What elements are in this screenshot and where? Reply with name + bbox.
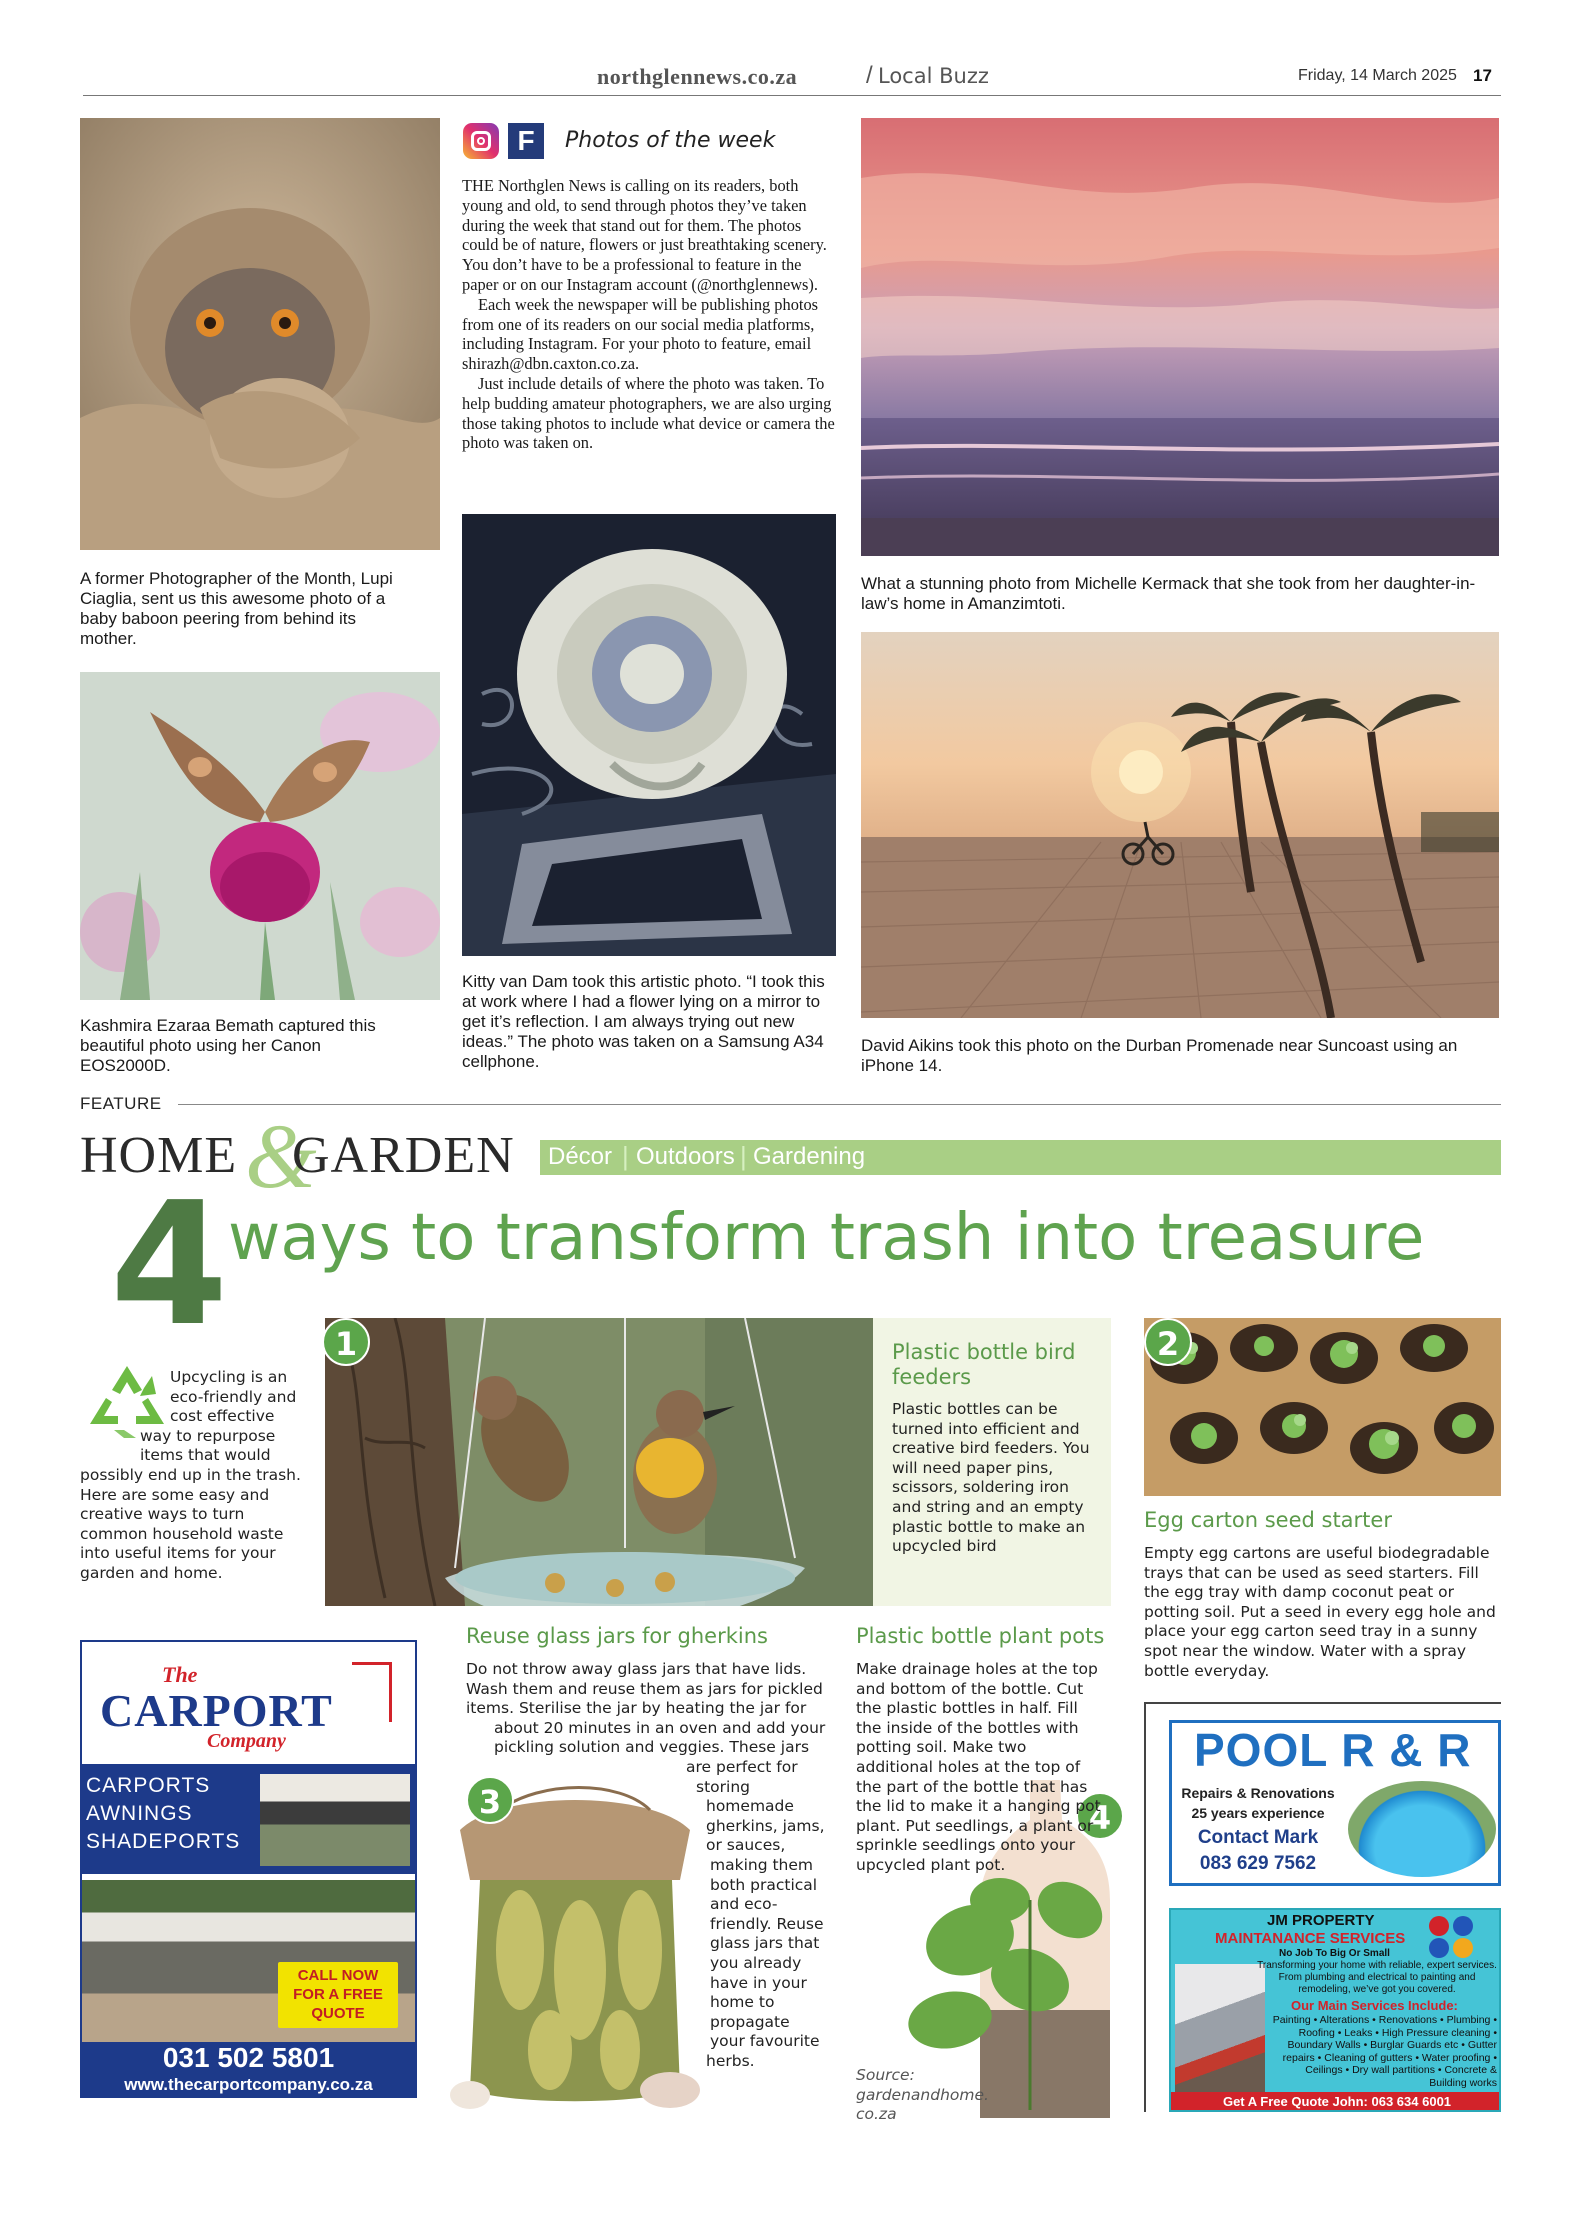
brand-garden: GARDEN: [292, 1127, 515, 1184]
jm-services-title: Our Main Services Include:: [1291, 1998, 1458, 2013]
carport-photo-small: [260, 1774, 410, 1866]
jm-ad[interactable]: [1169, 1908, 1501, 2112]
step-1-badge: 1: [322, 1318, 370, 1366]
page-header: northglennews.co.za / Local Buzz Friday, 14 March 2025 17: [0, 0, 1572, 100]
section-name: Local Buzz: [878, 64, 989, 88]
step-4-badge: 4: [1076, 1792, 1124, 1840]
ad-divider-vert: [1144, 1702, 1146, 2112]
jm-description: Transforming your home with reliable, expert services. From plumbing and electrical to painting and remodeling, we’ve got you covered.: [1257, 1960, 1497, 1995]
feature-rule: [178, 1104, 1501, 1105]
pool-line-2: 25 years experience: [1191, 1805, 1325, 1821]
pool-photo: [1348, 1781, 1496, 1877]
brand-home: HOME: [80, 1127, 238, 1184]
issue-date: Friday, 14 March 2025: [1298, 67, 1457, 84]
pool-title: POOL R & R: [1194, 1724, 1472, 1776]
headline-number: 4: [110, 1166, 229, 1364]
glass-jars-title: Reuse glass jars for gherkins: [466, 1624, 768, 1648]
carport-ad[interactable]: [80, 1640, 417, 2098]
ad-divider-rule: [1144, 1702, 1501, 1704]
carport-url[interactable]: www.thecarportcompany.co.za: [82, 2074, 415, 2098]
site-name: northglennews.co.za: [597, 64, 798, 89]
tag-bar: Décor | Outdoors | Gardening: [540, 1140, 1501, 1175]
pool-phone[interactable]: 083 629 7562: [1199, 1853, 1317, 1874]
carport-phone[interactable]: 031 502 5801: [82, 2042, 415, 2074]
sunset-caption: What a stunning photo from Michelle Kermack that she took from her daughter-in-law’s home in Amanzimtoti.: [861, 574, 1476, 613]
baboon-caption: A former Photographer of the Month, Lupi Ciaglia, sent us this awesome photo of a baby baboon peering from behind its mother.: [80, 569, 393, 648]
pool-ad[interactable]: [1169, 1720, 1501, 1886]
butterfly-photo: [80, 672, 440, 1000]
carport-logo-main: CARPORT: [100, 1685, 333, 1736]
photos-of-week-title: Photos of the week: [565, 128, 776, 153]
tag-outdoors: Outdoors: [636, 1143, 735, 1170]
glass-jars-body: Do not throw away glass jars that have lids. Wash them and reuse them as jars for pickled items. Sterilise the jar by heating the jar for about 20 minutes in an oven and add your pickling solution and veggies. These jars are perfect for storing homemade gherkins, jams, or sauces, making them both practical and eco-friendly. Reuse glass jars that you already have in your home to propagate your favourite herbs.: [466, 1660, 826, 2070]
jm-title: JM PROPERTY: [1267, 1912, 1375, 1929]
body-paragraph-1: THE Northglen News is calling on its readers, both young and old, to send through photos they’ve taken during the week that stand out for them. The photos could be of nature, flowers or just breathtaking scenery. You don’t have to be a professional to feature in the paper or on our Instagram account (@northglennews).: [462, 176, 827, 294]
photos-of-week-body: [462, 176, 836, 453]
promenade-photo: [861, 632, 1499, 1018]
promenade-caption: David Aikins took this photo on the Durban Promenade near Suncoast using an iPhone 14.: [861, 1036, 1458, 1075]
jm-tools-icon: [1427, 1914, 1487, 1962]
jm-subtitle: MAINTANANCE SERVICES: [1215, 1930, 1406, 1947]
carport-logo-company: Company: [207, 1730, 286, 1752]
egg-carton-photo: [1144, 1318, 1501, 1496]
body-paragraph-2: Each week the newspaper will be publishing photos from one of its readers on our social media platforms, including Instagram. For your photo to feature, email shirazh@dbn.caxton.co.za.: [462, 294, 819, 374]
carport-logo-the: The: [162, 1662, 198, 1687]
pool-line-1: Repairs & Renovations: [1181, 1785, 1335, 1801]
tag-gardening: Gardening: [753, 1143, 866, 1170]
carport-cta[interactable]: CALL NOW FOR A FREE QUOTE: [278, 1962, 398, 2028]
egg-carton-title: Egg carton seed starter: [1144, 1508, 1392, 1532]
jm-services-list: Painting • Alterations • Renovations • Plumbing • Roofing • Leaks • High Pressure cleaning • Boundary Walls • Burglar Guards etc • Gutter repairs • Cleaning of gutters • Water proofing • Ceilings • Dry wall partitions • Concrete & Building works: [1272, 2014, 1497, 2089]
sunset-photo: [861, 118, 1499, 556]
baboon-photo: [80, 118, 440, 550]
rose-caption: Kitty van Dam took this artistic photo. “I took this at work where I had a flower lying on a mirror to get it’s reflection. I am always trying out new ideas.” The photo was taken on a Samsung A34 cellphone.: [462, 972, 825, 1071]
carport-services-panel: [82, 1764, 415, 1874]
body-paragraph-3: Just include details of where the photo was taken. To help budding amateur photographers, we are also urging those taking photos to include what device or camera the photo was taken on.: [462, 373, 835, 453]
feature-label: FEATURE: [80, 1094, 162, 1113]
brand-ampersand: &: [245, 1105, 317, 1207]
jm-slogan: No Job To Big Or Small: [1279, 1948, 1390, 1959]
jm-footer[interactable]: Get A Free Quote John: 063 634 6001: [1171, 2092, 1501, 2112]
bird-feeder-body: Plastic bottles can be turned into efficient and creative bird feeders. You will need paper pins, scissors, soldering iron and string and an empty plastic bottle to make an upcycled bird: [892, 1400, 1090, 1556]
butterfly-caption: Kashmira Ezaraa Bemath captured this beautiful photo using her Canon EOS2000D.: [80, 1016, 376, 1075]
page-number: 17: [1473, 66, 1492, 85]
bird-feeder-photo: [325, 1318, 873, 1606]
carport-service-3: SHADEPORTS: [86, 1830, 241, 1853]
step-2-badge: 2: [1144, 1318, 1192, 1366]
header-rule: [83, 95, 1501, 96]
facebook-icon[interactable]: F: [508, 123, 544, 159]
pool-contact: Contact Mark: [1197, 1827, 1319, 1848]
bottle-pots-title: Plastic bottle plant pots: [856, 1624, 1105, 1648]
jm-worker-photo: [1175, 1964, 1265, 2104]
carport-service-1: CARPORTS: [86, 1774, 211, 1797]
egg-carton-body: Empty egg cartons are useful biodegradable trays that can be used as seed starters. Fill the egg tray with damp coconut peat or potting soil. Put a seed in every egg hole and place your egg carton seed tray in a sunny spot near the window. Water with a spray bottle everyday.: [1144, 1544, 1496, 1680]
carport-logo: [82, 1642, 415, 1764]
tag-decor: Décor: [548, 1143, 613, 1170]
bird-feeder-title: Plastic bottle bird feeders: [892, 1340, 1076, 1389]
source-credit: Source: gardenandhome. co.za: [856, 2066, 989, 2124]
feature-intro: Upcycling is an eco-friendly and cost effective way to repurpose items that would possibly end up in the trash. Here are some easy and creative ways to turn common household waste into useful items for your garden and home.: [80, 1368, 301, 1582]
instagram-icon[interactable]: [463, 123, 499, 159]
headline: ways to transform trash into treasure: [228, 1201, 1425, 1275]
carport-logo-roof-icon: [352, 1662, 392, 1722]
rose-photo: [462, 514, 836, 956]
step-3-badge: 3: [466, 1776, 514, 1824]
carport-photo-large: [82, 1880, 415, 2042]
carport-service-2: AWNINGS: [86, 1802, 193, 1825]
bottle-pots-body: Make drainage holes at the top and bottom of the bottle. Cut the plastic bottles in half. Fill the inside of the bottles with potting soil. Make two additional holes at the top of the part of the bottle that has the lid to make it a hanging pot plant. Put seedlings, a plant or sprinkle seedlings onto your upcycled plant pot.: [856, 1660, 1101, 1874]
